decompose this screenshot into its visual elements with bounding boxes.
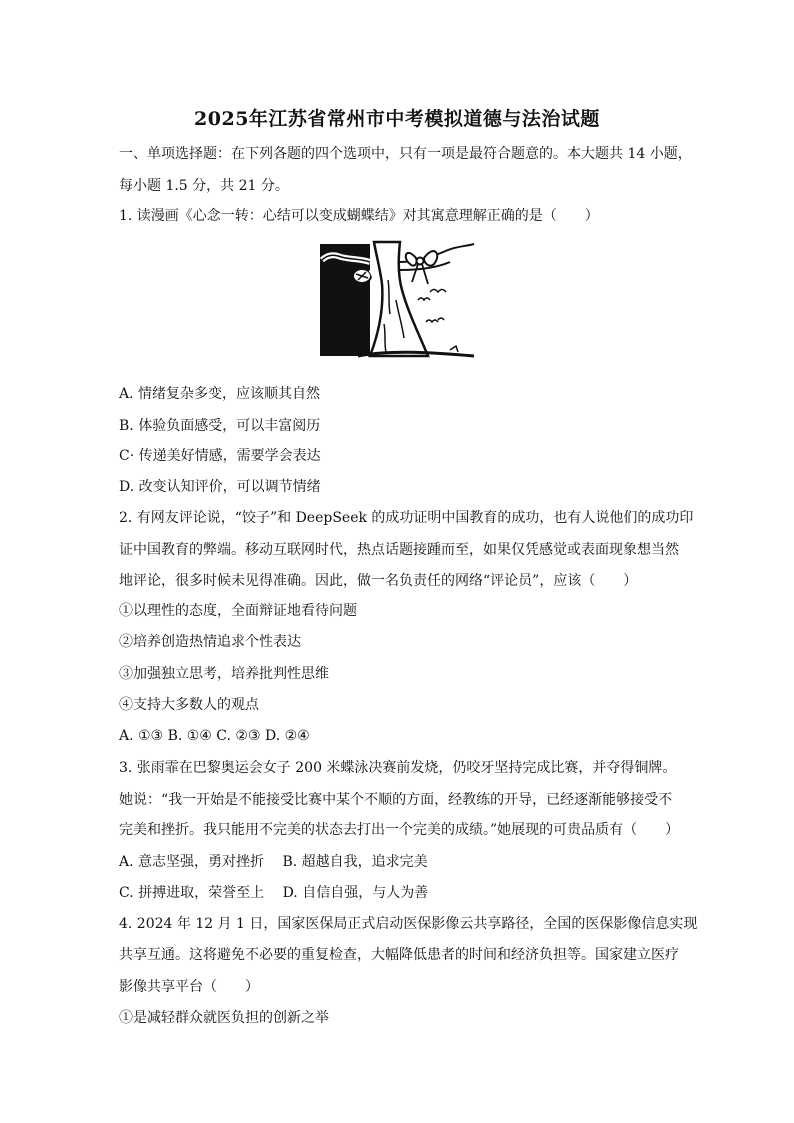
- q1-option-d: D. 改变认知评价，可以调节情绪: [119, 479, 321, 495]
- tree-with-knotted-rope-and-bow-cartoon-icon: [318, 240, 476, 364]
- q3-stem-line2: 她说：“我一开始是不能接受比赛中某个不顺的方面，经教练的开导，已经逐渐能够接受不: [119, 792, 673, 808]
- section-instruction-line1: 一、单项选择题：在下列各题的四个选项中，只有一项是最符合题意的。本大题共 14 小题，: [119, 146, 692, 162]
- q4-stem-line3: 影像共享平台（ ）: [119, 979, 259, 995]
- q2-item-3: ③加强独立思考，培养批判性思维: [119, 666, 329, 682]
- q3-stem-line3: 完美和挫折。我只能用不完美的状态去打出一个完美的成绩。”她展现的可贵品质有（ ）: [119, 822, 680, 838]
- q4-stem-line1: 4. 2024 年 12 月 1 日，国家医保局正式启动医保影像云共享路径，全国的医保影像信息实现: [119, 916, 698, 932]
- page-title: 2025年江苏省常州市中考模拟道德与法治试题: [194, 108, 600, 130]
- q4-stem-line2: 共享互通。这将避免不必要的重复检查，大幅降低患者的时间和经济负担等。国家建立医疗: [119, 947, 679, 963]
- q1-option-a: A. 情绪复杂多变，应该顺其自然: [119, 386, 321, 402]
- q2-item-4: ④支持大多数人的观点: [119, 697, 259, 713]
- q2-stem-line2: 证中国教育的弊端。移动互联网时代，热点话题接踵而至，如果仅凭感觉或表面现象想当然: [119, 542, 679, 558]
- q1-option-c: C· 传递美好情感，需要学会表达: [119, 448, 321, 464]
- q2-item-2: ②培养创造热情追求个性表达: [119, 634, 301, 650]
- q3-options-row2: C. 拼搏进取，荣誉至上 D. 自信自强，与人为善: [119, 885, 429, 901]
- q3-options-row1: A. 意志坚强，勇对挫折 B. 超越自我，追求完美: [119, 854, 428, 870]
- q2-options: A. ①③ B. ①④ C. ②③ D. ②④: [119, 728, 310, 744]
- section-instruction-line2: 每小题 1.5 分，共 21 分。: [119, 178, 289, 194]
- q3-stem-line1: 3. 张雨霏在巴黎奥运会女子 200 米蝶泳决赛前发烧，仍咬牙坚持完成比赛，并夺得铜牌。: [119, 760, 677, 776]
- q4-item-1: ①是减轻群众就医负担的创新之举: [119, 1010, 329, 1026]
- q1-stem: 1. 读漫画《心念一转：心结可以变成蝴蝶结》对其寓意理解正确的是（ ）: [119, 208, 599, 224]
- q2-stem-line3: 地评论，很多时候未见得准确。因此，做一名负责任的网络“评论员”，应该（ ）: [119, 573, 638, 589]
- q1-option-b: B. 体验负面感受，可以丰富阅历: [119, 418, 321, 434]
- q2-stem-line1: 2. 有网友评论说，“饺子”和 DeepSeek 的成功证明中国教育的成功，也有人说他们的成功印: [119, 510, 694, 526]
- q2-item-1: ①以理性的态度，全面辩证地看待问题: [119, 603, 357, 619]
- q1-cartoon-figure: [318, 240, 476, 364]
